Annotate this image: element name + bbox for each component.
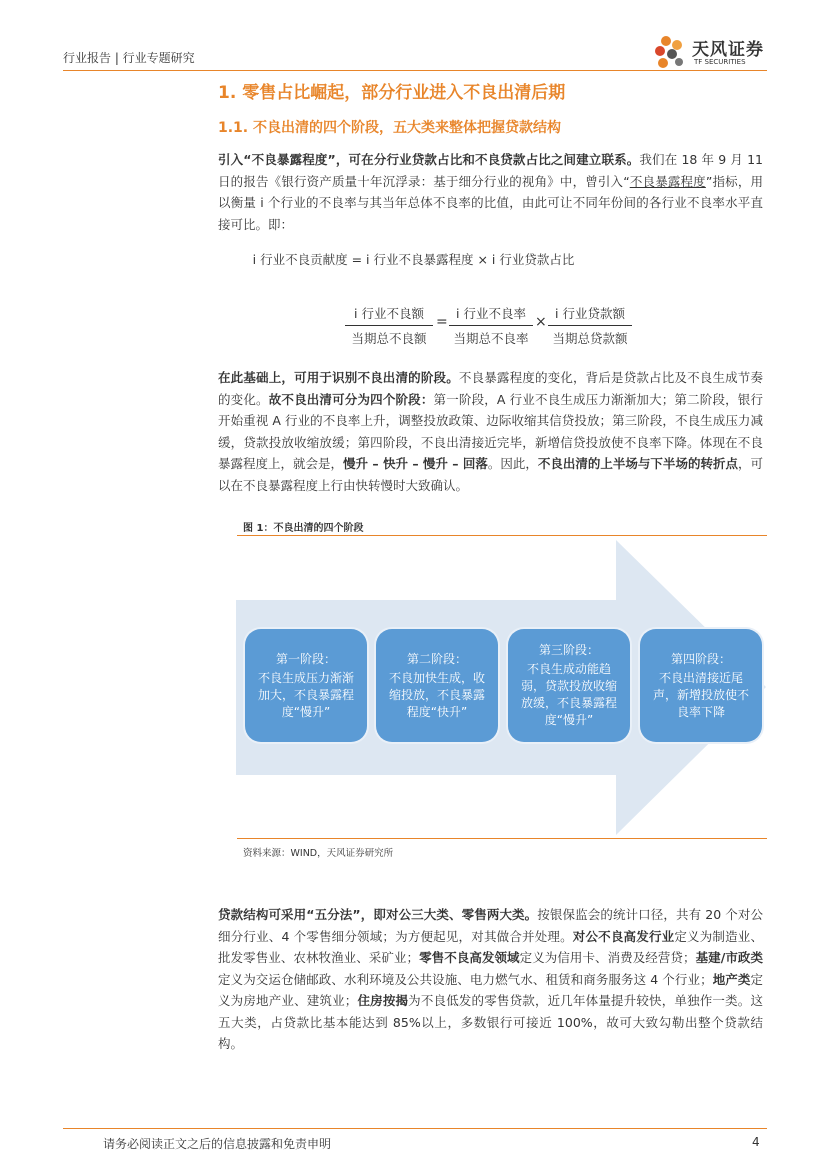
- fraction-denominator: 当期总贷款额: [552, 331, 628, 346]
- structure-bold-6: 住房按揭: [357, 993, 409, 1008]
- paragraph-loan-structure: [218, 904, 763, 1055]
- fraction-denominator: 当期总不良率: [453, 331, 529, 346]
- stages-bold-2: 故不良出清可分为四个阶段：: [268, 391, 434, 407]
- footer-disclaimer: 请务必阅读正文之后的信息披露和免责申明: [103, 1137, 332, 1151]
- figure-top-rule: [237, 535, 767, 536]
- paragraph-intro: [218, 149, 763, 235]
- paragraph-stages: [218, 367, 763, 496]
- stage-card-2: [376, 629, 498, 742]
- stage-card-4: [640, 629, 762, 742]
- stage-title: 第四阶段：: [670, 651, 731, 666]
- structure-bold-4: 基建/市政类: [695, 950, 763, 965]
- fraction-industry-npl: [345, 304, 433, 347]
- stages-text-2: 第一阶段，A 行业不良生成压力渐渐加大；第二阶段，银行开始重视 A 行业的不良率上升，调整投放政策、边际收缩其信贷投放；第三阶段，不良生成压力减缓，贷款投放收缩放缓；第四阶段，不良出清接近完毕，新增信贷投放使不良率下降。体现在不良暴露程度上，就会是，: [218, 391, 763, 471]
- structure-bold-1: 贷款结构可采用“五分法”，即对公三大类、零售两大类。: [218, 907, 538, 922]
- stages-bold-3: 慢升 – 快升 – 慢升 – 回落: [343, 456, 488, 471]
- structure-text-5: 定义为房地产业、建筑业；: [218, 971, 763, 1008]
- fraction-loan-share: [548, 304, 632, 347]
- fraction-numerator: i 行业不良率: [456, 306, 526, 321]
- figure-bottom-rule: [237, 838, 767, 839]
- stages-bold-4: 不良出清的上半场与下半场的转折点: [537, 456, 738, 471]
- intro-underline: 不良暴露程度: [629, 173, 706, 189]
- structure-bold-2: 对公不良高发行业: [572, 928, 675, 944]
- logo-text-en: TF SECURITIES: [694, 58, 746, 66]
- structure-text-1: 按银保监会的统计口径，共有 20 个对公细分行业、4 个零售细分领域；为方便起见，对其做合并处理。: [218, 907, 763, 944]
- logo-text-cn: 天风证券: [692, 40, 764, 60]
- fraction-denominator: 当期总不良额: [351, 331, 427, 346]
- logo-flower-icon: [652, 32, 692, 72]
- header-breadcrumb: 行业报告 | 行业专题研究: [63, 51, 195, 65]
- equals-sign: =: [436, 314, 448, 330]
- structure-text-4: 定义为交运仓储邮政、水利环境及公共设施、电力燃气水、租赁和商务服务这 4 个行业；: [218, 971, 713, 987]
- structure-bold-5: 地产类: [712, 971, 751, 987]
- footer-divider: [63, 1128, 767, 1129]
- stages-bold-1: 在此基础上，可用于识别不良出清的阶段。: [218, 370, 459, 385]
- stage-body: 不良生成压力渐渐加大，不良暴露程度“慢升”: [257, 670, 354, 719]
- subsection-heading: 1.1. 不良出清的四个阶段，五大类来整体把握贷款结构: [218, 120, 561, 136]
- stage-title: 第三阶段：: [538, 643, 599, 657]
- stage-body: 不良生成动能趋弱，贷款投放收缩放缓，不良暴露程度“慢升”: [520, 662, 617, 727]
- company-logo: [652, 32, 772, 72]
- section-heading: 1. 零售占比崛起，部分行业进入不良出清后期: [218, 83, 566, 103]
- times-sign: ×: [535, 314, 547, 330]
- fraction-numerator: i 行业贷款额: [555, 306, 625, 321]
- structure-text-2: 定义为制造业、批发零售业、农林牧渔业、采矿业；: [218, 928, 763, 965]
- stage-body: 不良出清接近尾声，新增投放使不良率下降: [652, 670, 749, 719]
- fraction-numerator: i 行业不良额: [354, 306, 424, 321]
- stages-text-4: ，可以在不良暴露程度上行由快转慢时大致确认。: [218, 456, 763, 493]
- page-number: 4: [752, 1135, 760, 1149]
- intro-text-2: ”指标，用以衡量 i 个行业的不良率与其当年总体不良率的比值，由此可让不同年份间的各行业不良率水平直接可比。即：: [218, 173, 763, 232]
- stages-text-1: 不良暴露程度的变化，背后是贷款占比及不良生成节奏的变化。: [218, 370, 763, 407]
- formula-contribution: i 行业不良贡献度 = i 行业不良暴露程度 × i 行业贷款占比: [252, 252, 575, 267]
- stage-card-1: [245, 629, 367, 742]
- intro-bold: 引入“不良暴露程度”，可在分行业贷款占比和不良贷款占比之间建立联系。: [218, 152, 640, 167]
- stage-card-3: [508, 629, 630, 742]
- structure-bold-3: 零售不良高发领域: [419, 950, 520, 965]
- figure-caption: 图 1：不良出清的四个阶段: [243, 523, 364, 534]
- stage-body: 不良加快生成，收缩投放，不良暴露程度“快升”: [388, 670, 485, 719]
- figure-source: 资料来源：WIND，天风证券研究所: [243, 848, 394, 859]
- stage-title: 第一阶段：: [275, 651, 336, 666]
- intro-text-1: 我们在 18 年 9 月 11 日的报告《银行资产质量十年沉浮录：基于细分行业的视角》中，曾引入“: [218, 152, 763, 189]
- stages-text-3: 。因此，: [487, 456, 538, 471]
- stage-title: 第二阶段：: [406, 651, 467, 666]
- fraction-npl-ratio: [449, 304, 533, 347]
- structure-text-3: 定义为信用卡、消费及经营贷；: [519, 950, 696, 965]
- structure-text-6: 为不良低发的零售贷款，近几年体量提升较快，单独作一类。这五大类，占贷款比基本能达到 85%以上，多数银行可接近 100%，故可大致勾勒出整个贷款结构。: [218, 993, 763, 1051]
